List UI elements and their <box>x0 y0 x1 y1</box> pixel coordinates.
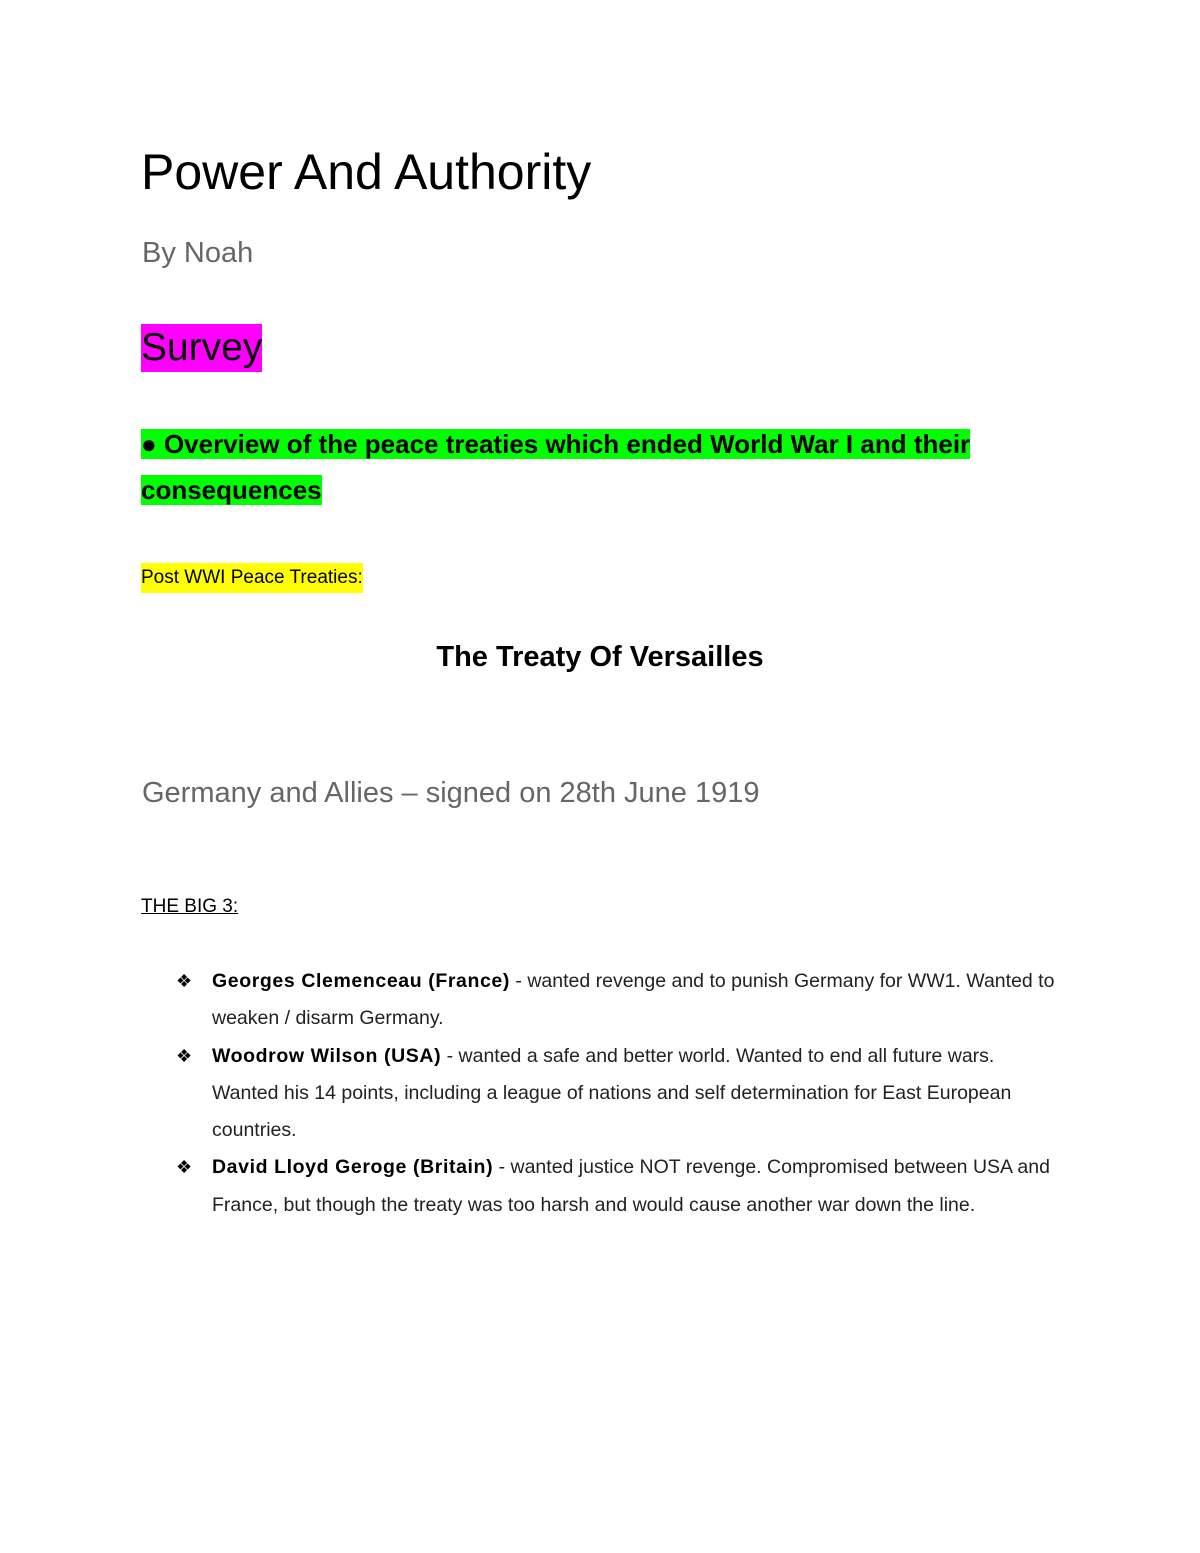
overview-highlight <box>141 421 1041 513</box>
diamond-bullet-icon: ❖ <box>176 1157 193 1178</box>
overview-bullet: ● <box>141 429 157 459</box>
document-author: By Noah <box>142 237 254 269</box>
overview-line-1: Overview of the peace treaties which ended World War I and their <box>163 429 971 459</box>
person-name: Woodrow Wilson (USA) <box>212 1044 442 1067</box>
post-wwi-label: Post WWI Peace Treaties: <box>141 563 363 593</box>
survey-heading: Survey <box>141 324 262 372</box>
list-item <box>176 1149 1066 1224</box>
person-description: - wanted a safe and better world. Wanted to end all future wars. Wanted his 14 points, including a league of nations and self determination for East European countries. <box>212 1044 1012 1142</box>
person-description: - wanted justice NOT revenge. Compromised between USA and France, but though the treaty was too harsh and would cause another war down the line. <box>212 1156 1050 1216</box>
diamond-bullet-icon: ❖ <box>176 971 193 991</box>
diamond-bullet-icon: ❖ <box>176 1045 193 1066</box>
person-name: David Lloyd Geroge (Britain) <box>212 1156 494 1179</box>
list-item <box>176 963 1066 1038</box>
big3-label: THE BIG 3: <box>141 896 239 917</box>
overview-line-2: consequences <box>141 475 322 505</box>
big3-list <box>176 963 1066 1224</box>
treaty-heading: The Treaty Of Versailles <box>436 641 764 673</box>
document-title: Power And Authority <box>141 144 592 200</box>
person-description: - wanted revenge and to punish Germany for WW1. Wanted to weaken / disarm Germany. <box>212 970 1055 1030</box>
list-item <box>176 1038 1066 1150</box>
person-name: Georges Clemenceau (France) <box>212 970 510 992</box>
signed-line: Germany and Allies – signed on 28th June 1919 <box>142 777 760 809</box>
